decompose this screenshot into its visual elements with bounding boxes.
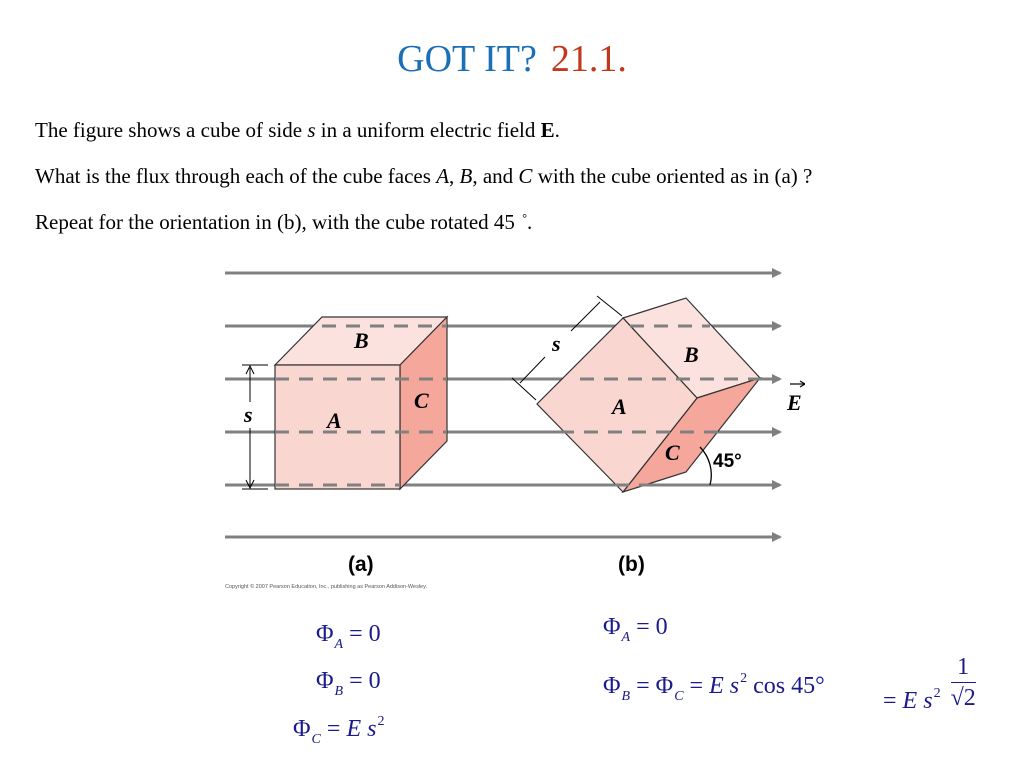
- answer-b-simplified: = E $s^2$ $\frac{1}{√2}$: [883, 654, 976, 715]
- title-main: GOT IT?: [397, 38, 537, 80]
- side-dimension-a: [242, 365, 268, 489]
- angle-label: 45°: [713, 451, 742, 472]
- figure-label-a: (a): [348, 553, 374, 576]
- answer-b-phi-b-c: $\Phi_B = \Phi_C = E$ $s^2$ cos 45°: [603, 671, 825, 704]
- fraction-one-over-root-two: $\frac{1}{√2}$: [950, 654, 976, 711]
- question-line-3: Repeat for the orientation in (b), with the cube rotated 45 °.: [35, 210, 533, 234]
- answer-a-phi-c: $\Phi_C = E$ $s^2$: [293, 714, 385, 747]
- slide-title: [0, 36, 1024, 82]
- face-b-label-b: B: [684, 342, 699, 367]
- face-a-label-b: A: [612, 394, 627, 419]
- face-b-label-a: B: [354, 328, 369, 353]
- field-vector-arrow: [790, 381, 805, 387]
- answer-a-phi-b: $\Phi_B = 0$: [316, 668, 381, 699]
- face-c-label-a: C: [414, 388, 429, 413]
- question-line-2: What is the flux through each of the cube faces A, B, and C with the cube oriented as in (a) ?: [35, 164, 813, 188]
- field-label: E: [787, 390, 802, 415]
- answer-b-phi-a: $\Phi_A = 0$: [603, 614, 668, 645]
- cube-field-figure: [215, 258, 805, 598]
- copyright: Copyright © 2007 Pearson Education, Inc., publishing as Pearson Addison-Wesley.: [225, 584, 427, 590]
- figure-label-b: (b): [618, 553, 645, 576]
- title-number: 21.1.: [550, 38, 627, 80]
- question-line-1: The figure shows a cube of side s in a uniform electric field E.: [35, 118, 560, 142]
- answer-a-phi-a: $\Phi_A = 0$: [316, 621, 381, 652]
- face-a-label-a: A: [327, 408, 342, 433]
- side-label-b: s: [552, 331, 561, 356]
- face-c-label-b: C: [665, 440, 680, 465]
- side-label-a: s: [244, 402, 253, 427]
